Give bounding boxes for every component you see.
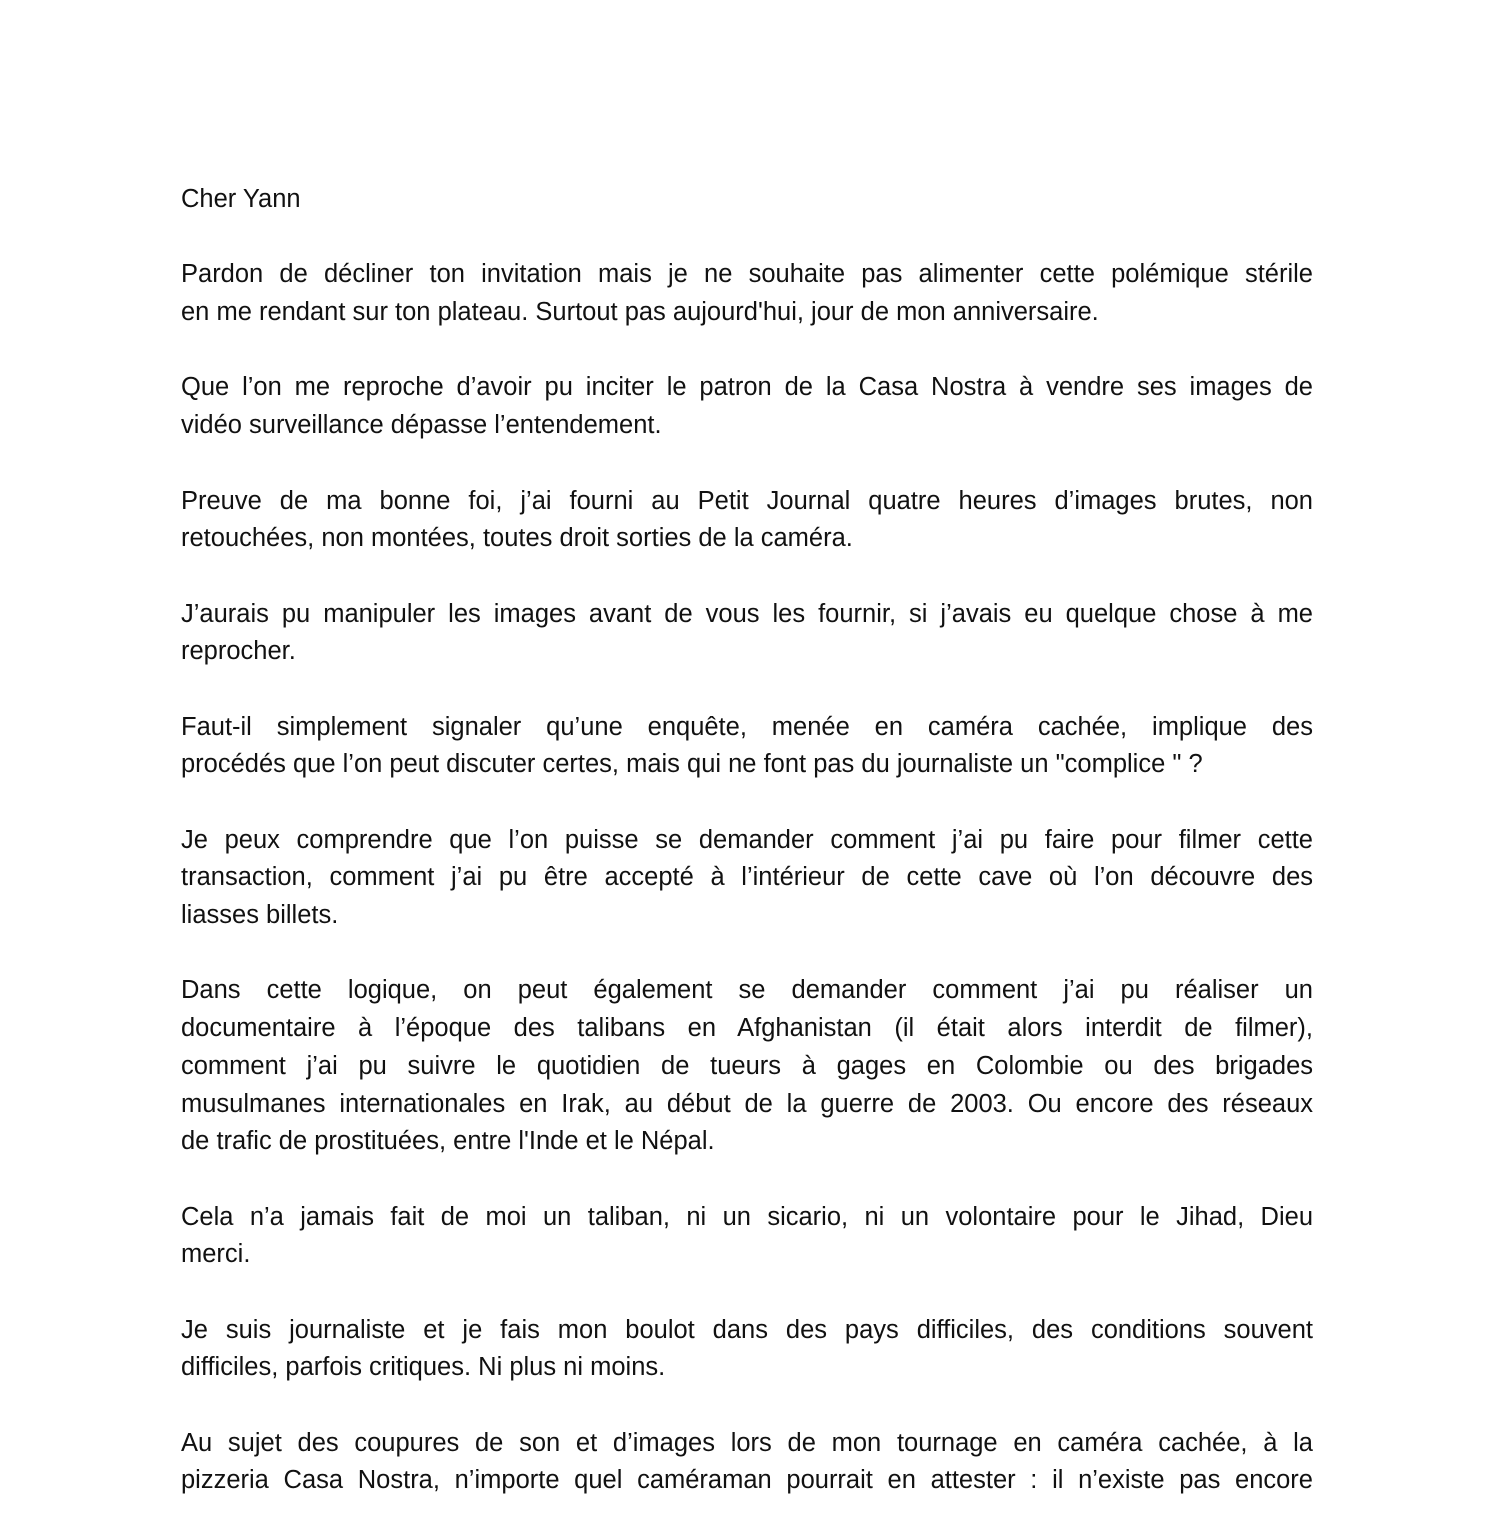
- paragraph: [181, 709, 1313, 784]
- text-line: Je suis journaliste et je fais mon boulot dans des pays difficiles, des conditions souvent: [181, 1315, 1313, 1344]
- text-line: merci.: [181, 1240, 251, 1269]
- text-line: pizzeria Casa Nostra, n’importe quel caméraman pourrait en attester : il n’existe pas encore: [181, 1466, 1313, 1495]
- text-line: Pardon de décliner ton invitation mais je ne souhaite pas alimenter cette polémique stérile: [181, 260, 1313, 289]
- text-line: Cher Yann: [181, 185, 301, 213]
- paragraph: [181, 1312, 1313, 1387]
- paragraph: [181, 1199, 1313, 1274]
- paragraph: [181, 483, 1313, 558]
- text-line: Preuve de ma bonne foi, j’ai fourni au Petit Journal quatre heures d’images brutes, non: [181, 486, 1313, 515]
- text-line: Cela n’a jamais fait de moi un taliban, ni un sicario, ni un volontaire pour le Jihad, Dieu: [181, 1202, 1313, 1231]
- text-line: vidéo surveillance dépasse l’entendement.: [181, 411, 662, 440]
- paragraph: [181, 596, 1313, 671]
- text-line: Je peux comprendre que l’on puisse se demander comment j’ai pu faire pour filmer cette: [181, 825, 1313, 854]
- text-line: Au sujet des coupures de son et d’images lors de mon tournage en caméra cachée, à la: [181, 1428, 1313, 1457]
- paragraph: [181, 1425, 1313, 1500]
- text-line: en me rendant sur ton plateau. Surtout pas aujourd'hui, jour de mon anniversaire.: [181, 298, 1099, 327]
- text-line: comment j’ai pu suivre le quotidien de tueurs à gages en Colombie ou des brigades: [181, 1051, 1313, 1080]
- text-line: liasses billets.: [181, 901, 339, 930]
- paragraph: [181, 256, 1313, 331]
- text-line: Faut-il simplement signaler qu’une enquête, menée en caméra cachée, implique des: [181, 712, 1313, 741]
- text-line: Dans cette logique, on peut également se demander comment j’ai pu réaliser un: [181, 976, 1313, 1005]
- letter-body: [181, 181, 1313, 1538]
- text-line: reprocher.: [181, 637, 296, 666]
- text-line: documentaire à l’époque des talibans en Afghanistan (il était alors interdit de filmer),: [181, 1014, 1313, 1043]
- text-line: difficiles, parfois critiques. Ni plus ni moins.: [181, 1353, 666, 1382]
- paragraph: [181, 369, 1313, 444]
- text-line: musulmanes internationales en Irak, au début de la guerre de 2003. Ou encore des réseaux: [181, 1089, 1313, 1118]
- paragraph: [181, 822, 1313, 935]
- text-line: J’aurais pu manipuler les images avant de vous les fournir, si j’avais eu quelque chose à me: [181, 599, 1313, 628]
- paragraph: [181, 972, 1313, 1160]
- text-line: procédés que l’on peut discuter certes, mais qui ne font pas du journaliste un "complice " ?: [181, 750, 1203, 779]
- salutation: [181, 181, 1313, 219]
- text-line: transaction, comment j’ai pu être accepté à l’intérieur de cette cave où l’on découvre des: [181, 863, 1313, 892]
- text-line: Que l’on me reproche d’avoir pu inciter le patron de la Casa Nostra à vendre ses images de: [181, 373, 1313, 402]
- text-line: de trafic de prostituées, entre l'Inde et le Népal.: [181, 1127, 715, 1156]
- text-line: retouchées, non montées, toutes droit sorties de la caméra.: [181, 524, 853, 553]
